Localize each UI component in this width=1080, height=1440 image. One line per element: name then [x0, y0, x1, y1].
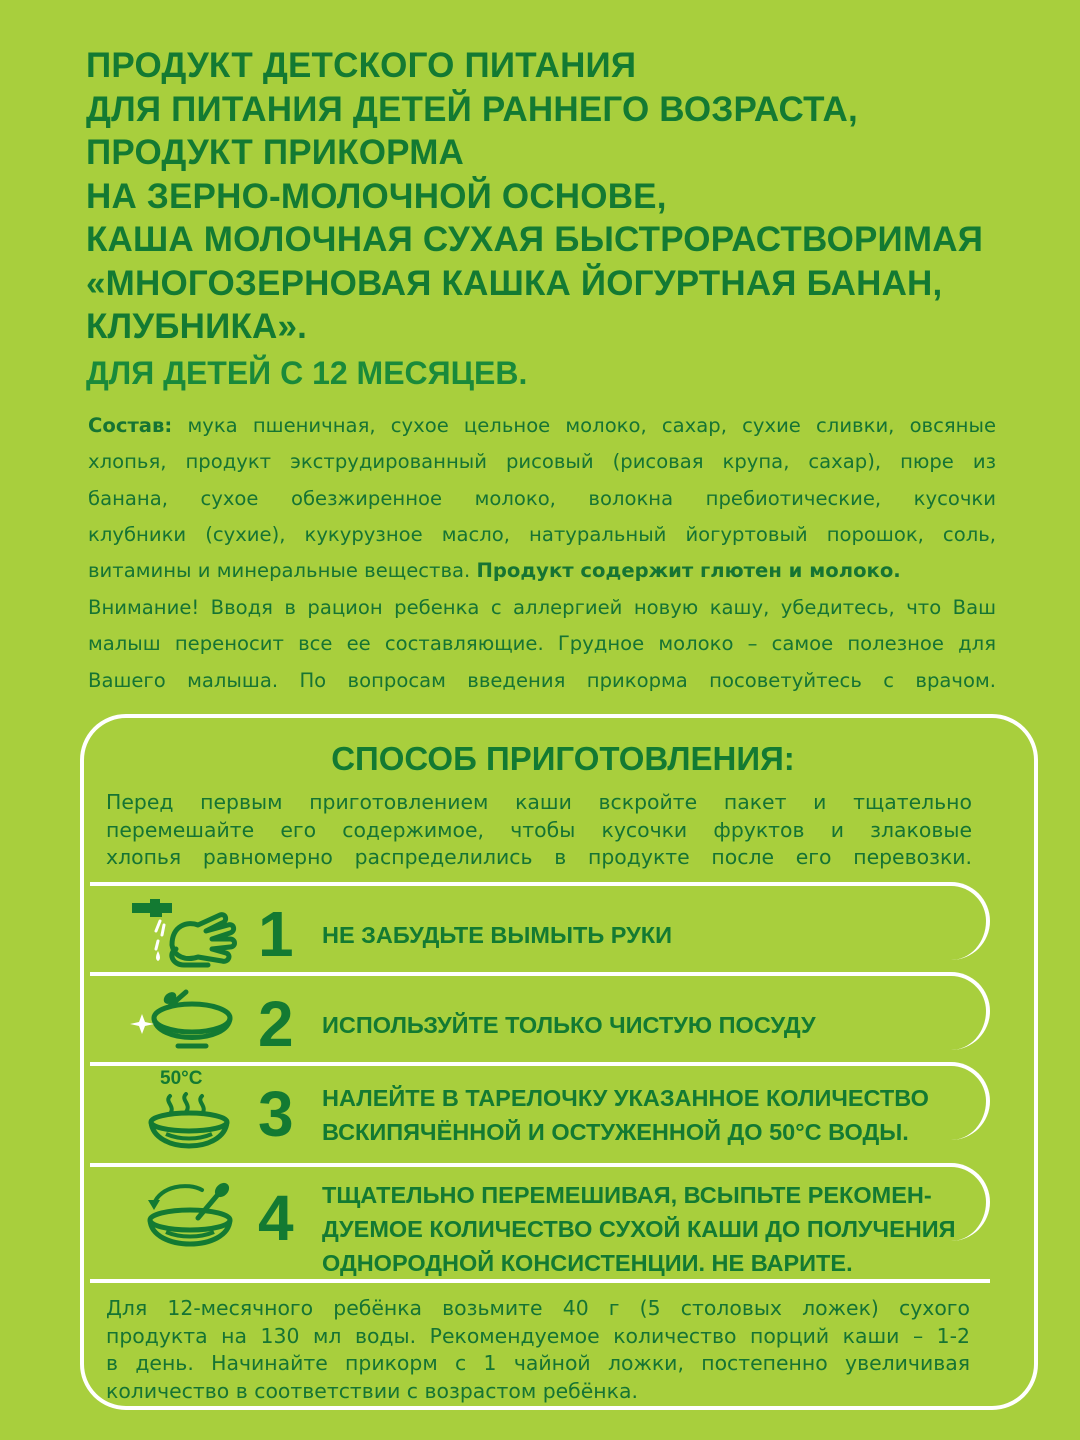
- intro-line: перемешайте его содержимое, чтобы кусочки фруктов и злаковые: [106, 817, 972, 842]
- temperature-label: 50°C: [160, 1068, 203, 1089]
- clean-bowl-icon: [130, 986, 240, 1056]
- preparation-title: СПОСОБ ПРИГОТОВЛЕНИЯ:: [331, 740, 795, 777]
- warning-line: малыш переносит все ее составляющие. Грудное молоко – самое полезное для: [88, 632, 996, 656]
- step-text: [322, 1008, 1012, 1042]
- step-line: ТЩАТЕЛЬНО ПЕРЕМЕШИВАЯ, ВСЫПЬТЕ РЕКОМЕН-: [322, 1182, 932, 1208]
- stirring-bowl-icon: [144, 1180, 236, 1256]
- hand-washing-icon: [128, 895, 238, 969]
- composition-line: хлопья, продукт экструдированный рисовый (рисовая крупа, сахар), пюре из: [88, 450, 996, 474]
- warning-line: Внимание! Вводя в рацион ребенка с аллергией новую кашу, убедитесь, что Ваш: [88, 596, 996, 619]
- composition-line: клубники (сухие), кукурузное масло, натуральный йогуртовый порошок, соль,: [88, 522, 996, 546]
- warning-line: Вашего малыша. По вопросам введения прикорма посоветуйтесь с врачом.: [88, 668, 996, 692]
- step-text: [322, 1178, 1012, 1280]
- step-number: 2: [258, 988, 294, 1060]
- age-recommendation: ДЛЯ ДЕТЕЙ С 12 МЕСЯЦЕВ.: [86, 355, 528, 391]
- dosage-line: Для 12-месячного ребёнка возьмите 40 г (5 столовых ложек) сухого: [106, 1296, 970, 1320]
- composition-line-1: [88, 408, 996, 444]
- step-line: ОДНОРОДНОЙ КОНСИСТЕНЦИИ. НЕ ВАРИТЕ.: [322, 1250, 853, 1276]
- step-text: [322, 1081, 1012, 1149]
- step-line: НЕ ЗАБУДЬТЕ ВЫМЫТЬ РУКИ: [322, 922, 672, 948]
- title-line: НА ЗЕРНО-МОЛОЧНОЙ ОСНОВЕ,: [86, 176, 667, 216]
- title-line: КЛУБНИКА».: [86, 307, 308, 346]
- dosage-line: количество в соответствии с возрастом ребёнка.: [106, 1378, 638, 1403]
- composition-last-line: [88, 553, 996, 589]
- composition-label: Состав:: [88, 414, 173, 437]
- dosage-line: продукта на 130 мл воды. Рекомендуемое количество порций каши – 1-2: [106, 1323, 970, 1348]
- product-title: [86, 44, 1046, 349]
- step-line: НАЛЕЙТЕ В ТАРЕЛОЧКУ УКАЗАННОЕ КОЛИЧЕСТВО: [322, 1085, 929, 1111]
- allergy-warning: [88, 590, 996, 699]
- step-line: ИСПОЛЬЗУЙТЕ ТОЛЬКО ЧИСТУЮ ПОСУДУ: [322, 1012, 816, 1038]
- title-line: ДЛЯ ПИТАНИЯ ДЕТЕЙ РАННЕГО ВОЗРАСТА,: [86, 89, 858, 129]
- title-line: «МНОГОЗЕРНОВАЯ КАШКА ЙОГУРТНАЯ БАНАН,: [86, 263, 943, 303]
- title-line: ПРОДУКТ ДЕТСКОГО ПИТАНИЯ: [86, 46, 637, 85]
- composition-line: мука пшеничная, сухое цельное молоко, сахар, сухие сливки, овсяные: [172, 414, 996, 437]
- title-line: ПРОДУКТ ПРИКОРМА: [86, 133, 465, 172]
- title-line: КАША МОЛОЧНАЯ СУХАЯ БЫСТРОРАСТВОРИМАЯ: [86, 220, 984, 259]
- preparation-intro: [106, 789, 972, 872]
- hot-water-bowl-icon: [146, 1092, 232, 1158]
- composition-line: витамины и минеральные вещества.: [88, 559, 477, 583]
- step-number: 4: [258, 1182, 294, 1254]
- intro-line: Перед первым приготовлением каши вскройте пакет и тщательно: [106, 790, 972, 814]
- composition-text: [88, 408, 996, 589]
- dosage-line: в день. Начинайте прикорм с 1 чайной ложки, постепенно увеличивая: [106, 1351, 970, 1375]
- step-line: ВСКИПЯЧЁННОЙ И ОСТУЖЕННОЙ ДО 50°С ВОДЫ.: [322, 1119, 909, 1145]
- composition-line: банана, сухое обезжиренное молоко, волокна пребиотические, кусочки: [88, 486, 996, 510]
- step-number: 3: [258, 1078, 294, 1150]
- allergen-warning: Продукт содержит глютен и молоко.: [476, 559, 901, 583]
- step-line: ДУЕМОЕ КОЛИЧЕСТВО СУХОЙ КАШИ ДО ПОЛУЧЕНИЯ: [322, 1216, 956, 1242]
- step-text: [322, 918, 1012, 952]
- dosage-note: [106, 1295, 970, 1405]
- intro-line: хлопья равномерно распределились в продукте после его перевозки.: [106, 845, 972, 869]
- step-number: 1: [258, 898, 294, 970]
